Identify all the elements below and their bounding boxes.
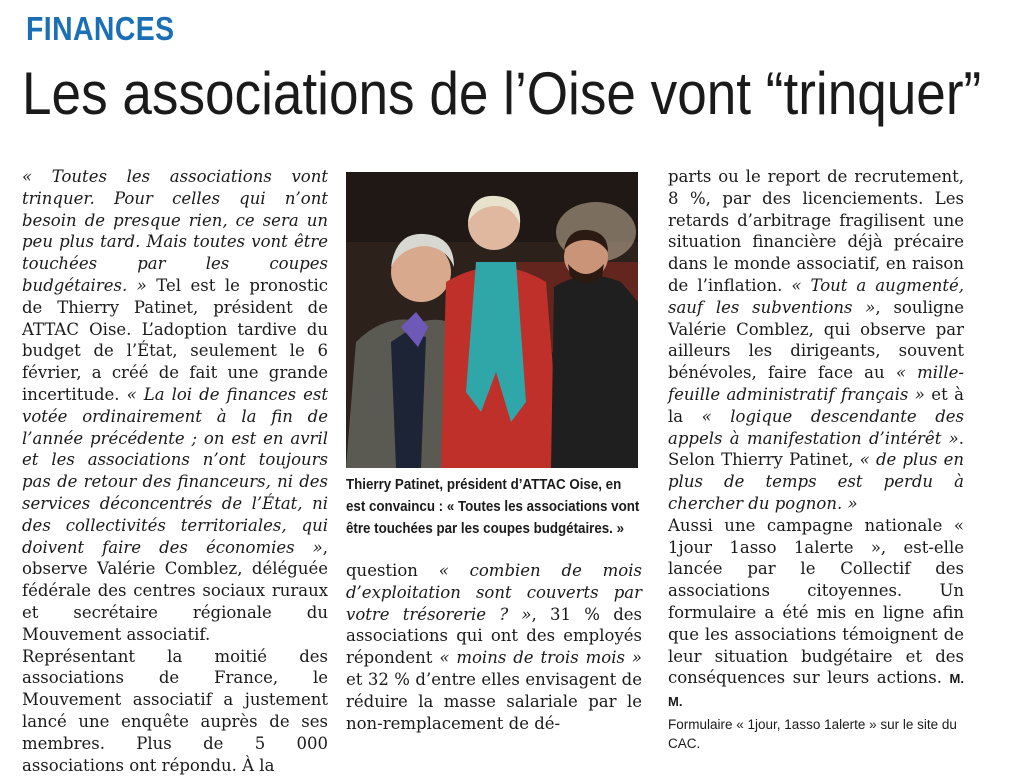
text: et 32 % d’entre elles envisagent de réduire la masse salariale par le non-remplacement de dé-: [346, 669, 642, 733]
quote: « combien de mois d’exploitation sont couverts par votre trésorerie ? »: [346, 561, 642, 624]
quote: « Toutes les associations vont trinquer. Pour celles qui n’ont besoin de presque rien, ce sera un peu plus tard. Mais toutes vont être touchées par les coupes budgétaires. »: [22, 167, 328, 295]
article-column-3: [668, 166, 964, 753]
quote: « La loi de finances est votée ordinairement à la fin de l’année précédente ; on est en avril et les associations n’ont toujours pas de retour des financeurs, ni des services déconcentrés de l’État, ni des collectivités territoriales, qui doivent faire des économies »: [22, 384, 328, 557]
text: , observe Valérie Comblez, déléguée fédérale des centres sociaux ruraux et secrétaire régionale du Mouvement associatif.: [22, 537, 328, 644]
paragraph: [668, 166, 964, 515]
article-photo: [346, 172, 638, 468]
paragraph: [346, 560, 642, 734]
text: , 31 % des associations qui ont des employés répondent: [346, 604, 642, 668]
text: Aussi une campagne nationale « 1jour 1asso 1alerte », est-elle lancée par le Collectif des associations citoyennes. Un formulaire a été mis en ligne afin que les associations témoignent de leur situation budgétaire et des conséquences sur leurs actions.: [668, 515, 964, 688]
footnote: Formulaire « 1jour, 1asso 1alerte » sur le site du CAC.: [668, 716, 957, 751]
quote: « moins de trois mois »: [439, 648, 643, 668]
author-signature: M. M.: [668, 671, 964, 710]
paragraph-2: Représentant la moitié des associations de France, le Mouvement associatif a justement lancé une enquête auprès de ses membres. Plus de 5 000 associations ont répondu. À la: [22, 646, 328, 775]
text: . Selon Thierry Patinet,: [668, 428, 964, 470]
quote: « Tout a augmenté, sauf les subventions »: [668, 275, 964, 317]
section-rubric: FINANCES: [26, 10, 175, 47]
text: et à la: [668, 384, 964, 426]
photo-illustration: [346, 172, 638, 468]
article-headline: Les associations de l’Oise vont “trinquer”: [22, 60, 982, 127]
text: , souligne Valérie Comblez, qui observe par ailleurs les dirigeants, souvent bénévoles, faire face au: [668, 297, 965, 383]
paragraph-1: [22, 166, 328, 646]
article-column-1: [22, 166, 328, 776]
quote: « de plus en plus de temps est perdu à chercher du pognon. »: [668, 450, 964, 513]
paragraph: [668, 515, 964, 713]
quote: « mille-feuille administratif français »: [668, 363, 964, 404]
text: question: [346, 561, 439, 580]
text: Tel est le pronostic de Thierry Patinet, président de ATTAC Oise. L’adoption tardive du budget de l’État, seulement le 6 février, a créé de fait une grande incertitude.: [22, 275, 328, 404]
article-column-2: [346, 560, 642, 734]
quote: « logique descendante des appels à manifestation d’intérêt »: [668, 406, 964, 448]
text: parts ou le report de recrutement, 8 %, par des licenciements. Les retards d’arbitrage fragilisent une situation financière déjà précaire dans le monde associatif, en raison de l’inflation.: [668, 167, 964, 295]
photo-caption: Thierry Patinet, président d’ATTAC Oise, en est convaincu : « Toutes les associations vont être touchées par les coupes budgétaires. »: [346, 477, 640, 537]
